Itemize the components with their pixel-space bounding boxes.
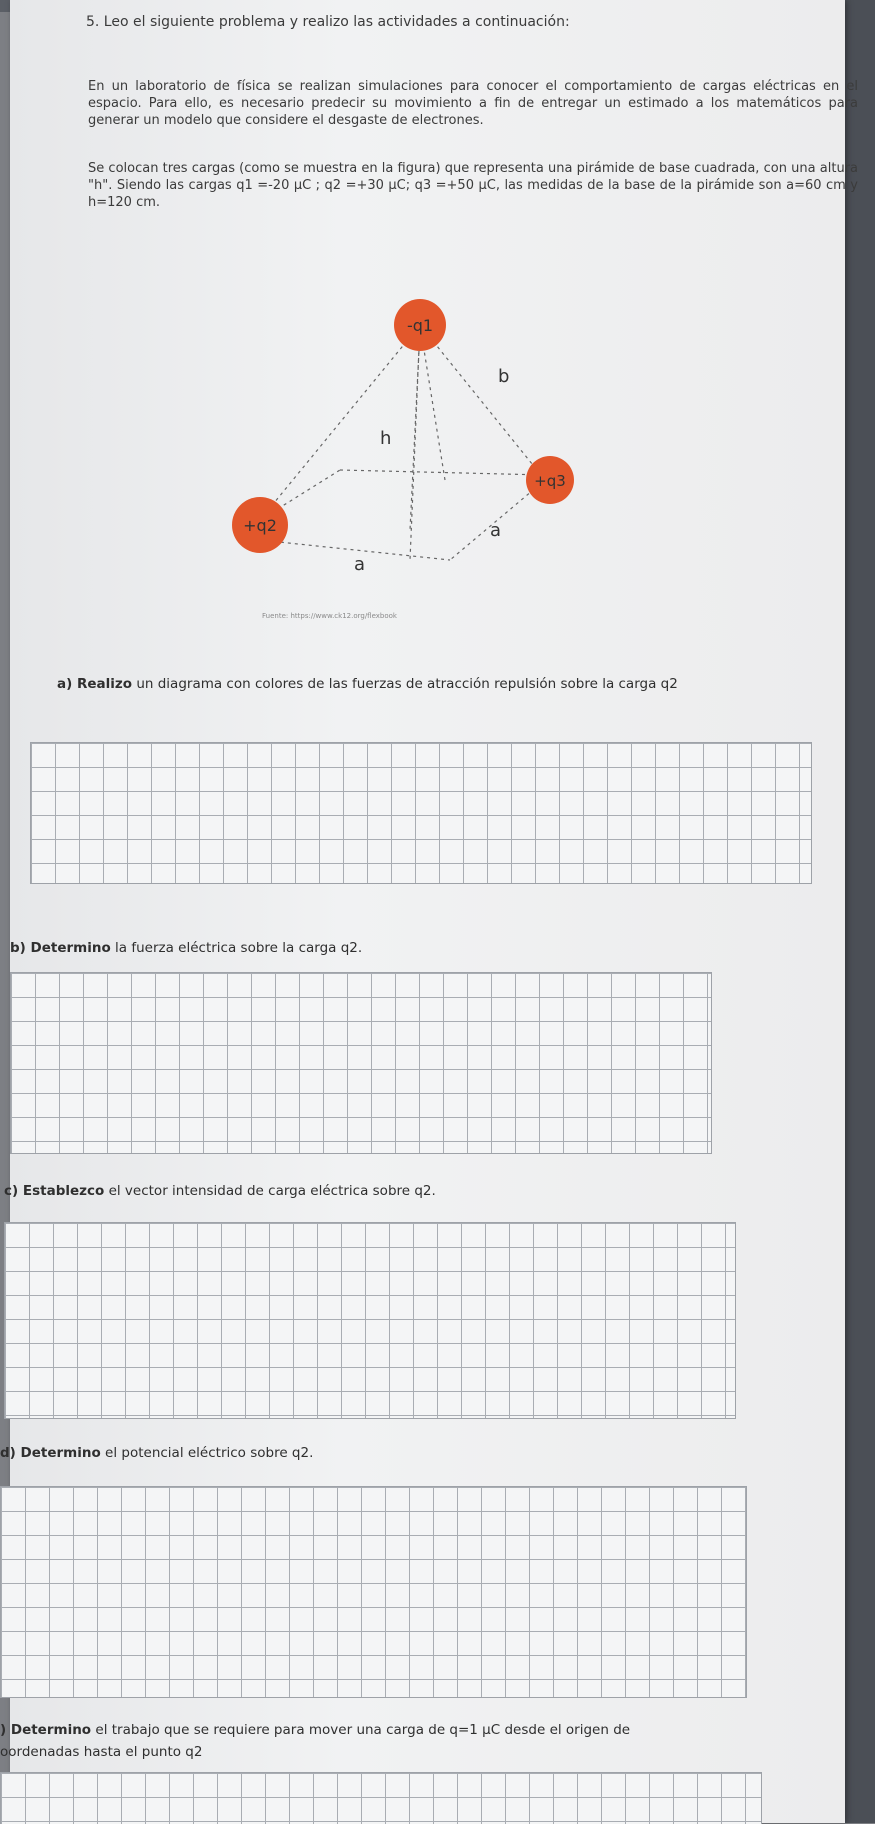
- base-edge-back: [340, 470, 545, 475]
- question-e-text: el trabajo que se requiere para mover una carga de q=1 µC desde el origen de: [91, 1722, 631, 1738]
- problem-paragraph-2: Se colocan tres cargas (como se muestra en la figura) que representa una pirámide de base cuadrada, con una altura "h". Siendo las cargas q1 =-20 µC ; q2 =+30 µC; q3 =+50 µC, las medidas de la base de la pirámide son a=60 cm y h=120 cm.: [88, 161, 858, 210]
- question-b-text: la fuerza eléctrica sobre la carga q2.: [110, 940, 363, 956]
- height-line: [410, 330, 420, 530]
- edge-q1-q2: [260, 325, 420, 520]
- question-a: [57, 676, 678, 692]
- problem-paragraph-1: En un laboratorio de física se realizan simulaciones para conocer el comportamiento de cargas eléctricas en el espacio. Para ello, es necesario predecir su movimiento a fin de entregar un estimado a los matemáticos para generar un modelo que considere el desgaste de electrones.: [88, 79, 858, 128]
- figure-credit: Fuente: https://www.ck12.org/flexbook: [262, 612, 397, 620]
- label-q3: +q3: [534, 472, 566, 490]
- question-e-text-2: oordenadas hasta el punto q2: [0, 1744, 203, 1760]
- answer-grid-b[interactable]: [10, 972, 712, 1154]
- question-d-verb: d) Determino: [0, 1445, 101, 1461]
- answer-grid-d[interactable]: [0, 1486, 747, 1698]
- answer-grid-e[interactable]: [0, 1772, 762, 1824]
- answer-grid-a[interactable]: [30, 742, 812, 884]
- question-e: [0, 1722, 630, 1738]
- question-d: [0, 1445, 313, 1461]
- label-a-bottom: a: [354, 554, 366, 575]
- label-a-right: a: [490, 520, 502, 541]
- pyramid-figure: [220, 290, 600, 610]
- question-c-text: el vector intensidad de carga eléctrica sobre q2.: [104, 1183, 436, 1199]
- label-b: b: [498, 366, 510, 387]
- question-e-verb: ) Determino: [0, 1722, 92, 1738]
- background-edge-right: [845, 0, 875, 1823]
- question-c: [4, 1183, 436, 1199]
- question-a-verb: a) Realizo: [57, 676, 133, 692]
- problem-heading: 5. Leo el siguiente problema y realizo las actividades a continuación:: [86, 14, 570, 30]
- question-e-continued: [0, 1744, 202, 1760]
- question-b: [10, 940, 362, 956]
- question-b-verb: b) Determino: [10, 940, 111, 956]
- label-q1: -q1: [406, 316, 434, 335]
- question-a-text: un diagrama con colores de las fuerzas de atracción repulsión sobre la carga q2: [132, 676, 678, 692]
- question-d-text: el potencial eléctrico sobre q2.: [100, 1445, 314, 1461]
- edge-q1-q3: [420, 325, 545, 480]
- label-q2: +q2: [243, 516, 277, 535]
- label-h: h: [380, 428, 392, 449]
- question-c-verb: c) Establezco: [4, 1183, 105, 1199]
- answer-grid-c[interactable]: [4, 1222, 736, 1419]
